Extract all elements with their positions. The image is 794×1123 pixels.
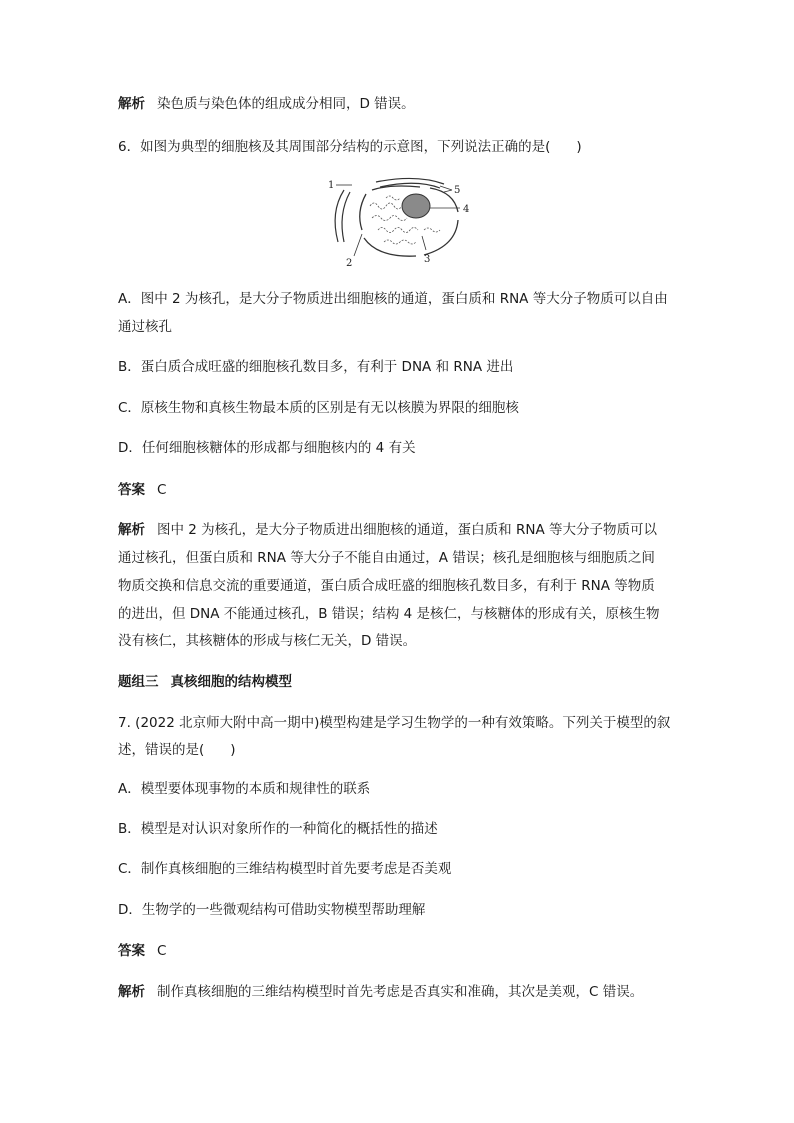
q7-stem-close: ) xyxy=(230,742,236,758)
q7-option-d: D．生物学的一些微观结构可借助实物模型帮助理解 xyxy=(118,902,426,918)
q6-stem-close: ) xyxy=(576,139,582,155)
answer-value: C xyxy=(157,943,167,959)
q7-answer xyxy=(118,941,678,961)
q7-option-c: C．制作真核细胞的三维结构模型时首先要考虑是否美观 xyxy=(118,861,452,877)
prev-analysis xyxy=(118,94,678,114)
group-title: 真核细胞的结构模型 xyxy=(170,674,292,690)
q6-option-b: B．蛋白质合成旺盛的细胞核孔数目多，有利于 DNA 和 RNA 进出 xyxy=(118,359,514,375)
leader-line-3 xyxy=(422,236,426,250)
q6-option-a-cont: 通过核孔 xyxy=(118,319,172,335)
q6-analysis-line xyxy=(118,520,678,540)
q7-analysis xyxy=(118,982,678,1002)
figure-label: 2 xyxy=(346,258,353,268)
analysis-label: 解析 xyxy=(118,96,145,112)
nuclear-envelope-segment xyxy=(424,220,458,255)
q6-stem-text: 6．如图为典型的细胞核及其周围部分结构的示意图，下列说法正确的是( xyxy=(118,139,551,155)
analysis-text: 图中 2 为核孔，是大分子物质进出细胞核的通道，蛋白质和 RNA 等大分子物质可以 xyxy=(157,522,657,538)
q7-stem-text: 述，错误的是( xyxy=(118,742,205,758)
nuclear-envelope-segment xyxy=(372,186,420,190)
nucleolus xyxy=(402,194,430,218)
q6-option-c: C．原核生物和真核生物最本质的区别是有无以核膜为界限的细胞核 xyxy=(118,400,519,416)
q6-analysis-line: 没有核仁，其核糖体的形成与核仁无关，D 错误。 xyxy=(118,633,417,649)
figure-label: 5 xyxy=(454,185,461,196)
q7-stem-cont xyxy=(118,740,678,760)
q6-option-a: A．图中 2 为核孔，是大分子物质进出细胞核的通道，蛋白质和 RNA 等大分子物质可以自由 xyxy=(118,291,668,307)
answer-value: C xyxy=(157,482,167,498)
q7-stem: 7. (2022 北京师大附中高一期中)模型构建是学习生物学的一种有效策略。下列关于模型的叙 xyxy=(118,715,671,731)
q6-option-d: D．任何细胞核糖体的形成都与细胞核内的 4 有关 xyxy=(118,440,416,456)
nucleus-diagram xyxy=(326,172,476,268)
analysis-label: 解析 xyxy=(118,984,145,1000)
q7-option-b: B．模型是对认识对象所作的一种简化的概括性的描述 xyxy=(118,821,438,837)
q6-stem xyxy=(118,137,678,157)
figure-label: 1 xyxy=(328,180,335,191)
leader-line-5 xyxy=(440,186,452,190)
q6-answer xyxy=(118,480,678,500)
leader-line-5b xyxy=(444,190,452,192)
figure-label: 3 xyxy=(424,254,431,265)
q6-analysis-line: 通过核孔，但蛋白质和 RNA 等大分子不能自由通过，A 错误；核孔是细胞核与细胞质之间 xyxy=(118,550,655,566)
answer-label: 答案 xyxy=(118,943,145,959)
analysis-text: 制作真核细胞的三维结构模型时首先考虑是否真实和准确，其次是美观，C 错误。 xyxy=(157,984,644,1000)
group-label: 题组三 xyxy=(118,674,159,690)
er-left-inner xyxy=(342,192,350,242)
q7-option-a: A．模型要体现事物的本质和规律性的联系 xyxy=(118,781,371,797)
leader-line-2 xyxy=(354,234,362,256)
q6-analysis-line: 物质交换和信息交流的重要通道，蛋白质合成旺盛的细胞核孔数目多，有利于 RNA 等物质 xyxy=(118,578,655,594)
analysis-label: 解析 xyxy=(118,522,145,538)
figure-label: 4 xyxy=(463,204,470,215)
group-heading xyxy=(118,672,678,692)
analysis-text: 染色质与染色体的组成成分相同，D 错误。 xyxy=(157,96,415,112)
answer-label: 答案 xyxy=(118,482,145,498)
nuclear-envelope-segment xyxy=(360,194,366,230)
q6-analysis-line: 的进出，但 DNA 不能通过核孔，B 错误；结构 4 是核仁，与核糖体的形成有关，原核生物 xyxy=(118,606,660,622)
